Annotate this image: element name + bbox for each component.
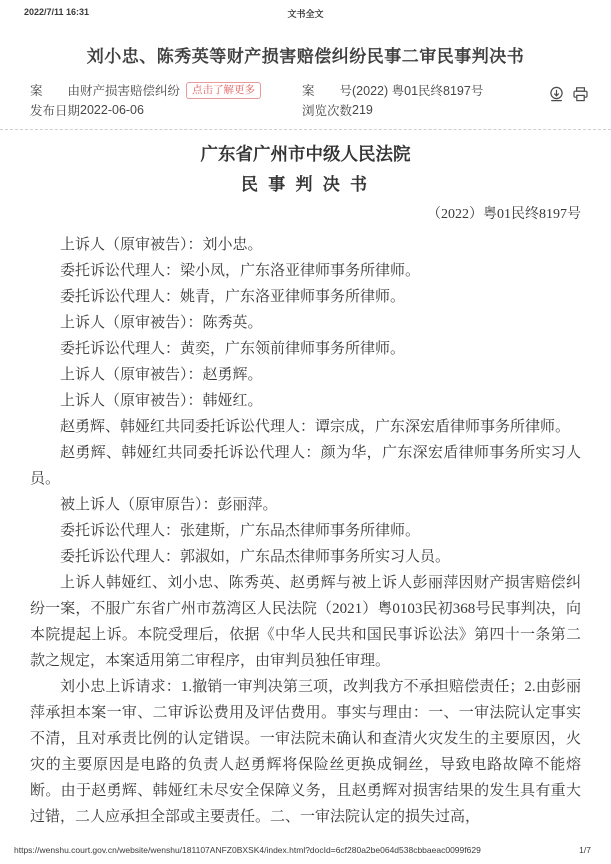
paragraph: 被上诉人（原审原告）：彭丽萍。 bbox=[60, 497, 278, 513]
print-footer bbox=[14, 845, 591, 855]
paragraph: 委托诉讼代理人：梁小凤，广东洛亚律师事务所律师。 bbox=[60, 263, 421, 279]
print-header bbox=[24, 7, 587, 20]
cause-label: 案 由 bbox=[30, 84, 81, 98]
print-footer-url: https://wenshu.court.gov.cn/website/wenshu/181107ANFZ0BXSK4/index.html?docId=6cf280a2be064d538cbbaeac0099f629 bbox=[14, 845, 481, 855]
page-title: 刘小忠、陈秀英等财产损害赔偿纠纷民事二审民事判决书 bbox=[86, 47, 525, 66]
case-meta-block bbox=[0, 80, 611, 130]
paragraph: 上诉人（原审被告）：刘小忠。 bbox=[60, 237, 263, 253]
paragraph: 委托诉讼代理人：姚青，广东洛亚律师事务所律师。 bbox=[60, 289, 406, 305]
court-name: 广东省广州市中级人民法院 bbox=[200, 144, 411, 164]
learn-more-button[interactable]: 点击了解更多 bbox=[186, 82, 261, 99]
paragraph: 赵勇辉、韩娅红共同委托诉讼代理人：颜为华，广东深宏盾律师事务所实习人员。 bbox=[30, 445, 581, 487]
views-label: 浏览次数 bbox=[302, 104, 353, 118]
publish-date-label: 发布日期 bbox=[30, 104, 81, 118]
case-number-value: (2022) 粤01民终8197号 bbox=[352, 84, 484, 98]
document-type: 民 事 判 决 书 bbox=[241, 175, 370, 194]
publish-date-value: 2022-06-06 bbox=[80, 103, 144, 117]
case-number-line: （2022）粤01民终8197号 bbox=[427, 207, 581, 222]
case-number-label: 案 号 bbox=[302, 84, 353, 98]
judgment-body bbox=[30, 232, 581, 830]
paragraph: 上诉人（原审被告）：赵勇辉。 bbox=[60, 367, 263, 383]
paragraph: 委托诉讼代理人：张建斯，广东品杰律师事务所律师。 bbox=[60, 523, 421, 539]
cause-value: 财产损害赔偿纠纷 bbox=[80, 84, 181, 98]
paragraph: 委托诉讼代理人：郭淑如，广东品杰律师事务所实习人员。 bbox=[60, 549, 451, 565]
paragraph: 上诉人韩娅红、刘小忠、陈秀英、赵勇辉与被上诉人彭丽萍因财产损害赔偿纠纷一案，不服广东省广州市荔湾区人民法院（2021）粤0103民初368号民事判决，向本院提起上诉。本院受理后，依据《中华人民共和国民事诉讼法》第四十一条第二款之规定，本案适用第二审程序，由审判员独任审理。 bbox=[30, 575, 581, 669]
print-timestamp: 2022/7/11 16:31 bbox=[24, 7, 90, 17]
paragraph: 委托诉讼代理人：黄奕，广东领前律师事务所律师。 bbox=[60, 341, 406, 357]
views-count: 219 bbox=[352, 103, 373, 117]
paragraph: 赵勇辉、韩娅红共同委托诉讼代理人：谭宗成，广东深宏盾律师事务所律师。 bbox=[60, 419, 571, 435]
print-icon[interactable] bbox=[572, 86, 589, 103]
download-icon[interactable] bbox=[548, 86, 565, 103]
print-page-indicator: 1/7 bbox=[579, 845, 591, 855]
print-header-title: 文书全文 bbox=[287, 9, 324, 19]
paragraph: 上诉人（原审被告）：韩娅红。 bbox=[60, 393, 263, 409]
paragraph: 刘小忠上诉请求：1.撤销一审判决第三项，改判我方不承担赔偿责任；2.由彭丽萍承担本案一审、二审诉讼费用及评估费用。事实与理由：一、一审法院认定事实不清，且对承责比例的认定错误。一审法院未确认和查清火灾发生的主要原因，火灾的主要原因是电路的负责人赵勇辉将保险丝更换成铜丝，导致电路故障不能熔断。由于赵勇辉、韩娅红未尽安全保障义务，且赵勇辉对损害结果的发生具有重大过错，二人应承担全部或主要责任。二、一审法院认定的损失过高， bbox=[30, 679, 581, 825]
paragraph: 上诉人（原审被告）：陈秀英。 bbox=[60, 315, 263, 331]
